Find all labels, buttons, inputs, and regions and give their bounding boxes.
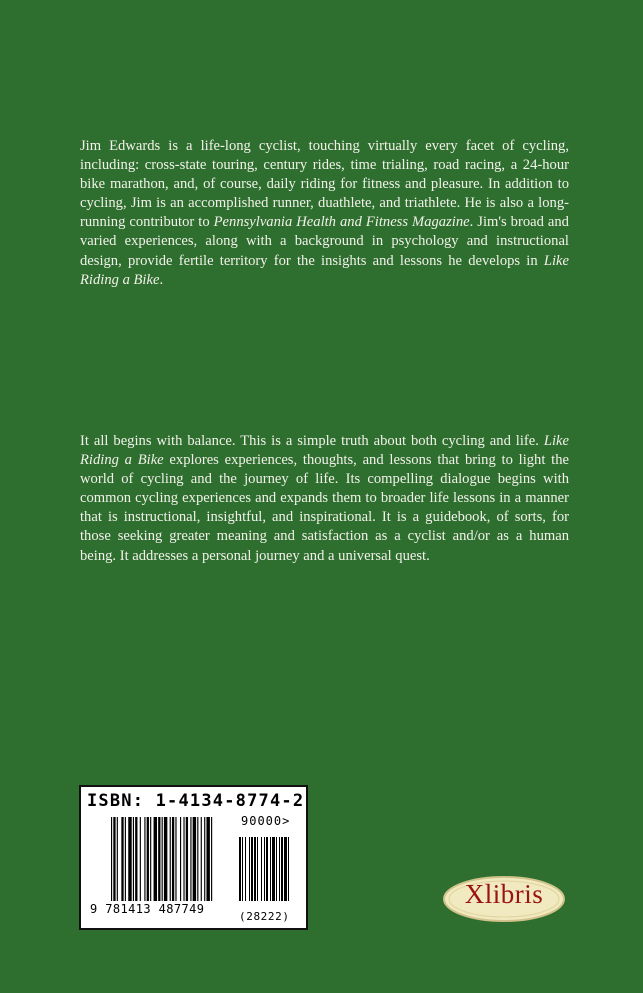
isbn-barcode xyxy=(79,785,308,930)
author-bio xyxy=(80,137,569,290)
price-code: 90000> xyxy=(241,814,291,828)
book-blurb xyxy=(80,432,569,566)
internal-code: (28222) xyxy=(239,910,290,923)
magazine-title: Pennsylvania Health and Fitness Magazine xyxy=(213,214,470,231)
blurb-text-2: explores experiences, thoughts, and lessons that bring to light the world of cycling and the journey of life. Its compelling dialogue begins with common cycling experiences and expands them to broader life lessons in a manner that is instructional, insightful, and inspirational. It is a guidebook, of sorts, for those seeking greater meaning and satisfaction as a cyclist and/or as a human being. It addresses a personal journey and a universal quest. xyxy=(80,452,569,564)
ean-digits: 9 781413 487749 xyxy=(90,902,205,916)
blurb-text-1: It all begins with balance. This is a simple truth about both cycling and life. xyxy=(80,433,544,449)
blurb-book-title: Like Riding a Bike xyxy=(80,433,569,469)
bio-text-2: . Jim's broad and varied experiences, along with a background in psychology and instructional design, provide fertile territory for the insights and lessons he develops in xyxy=(80,214,569,269)
bio-book-title: Like Riding a Bike xyxy=(80,252,569,288)
publisher-logo xyxy=(440,873,568,925)
bio-text-1: Jim Edwards is a life-long cyclist, touching virtually every facet of cycling, including: cross-state touring, century rides, time trialing, road racing, a 24-hour bike marathon, and, of course, daily riding for fitness and pleasure. In addition to cycling, Jim is an accomplished runner, duathlete, and triathlete. He is also a long-running contributor to xyxy=(80,138,569,231)
isbn-number: ISBN: 1-4134-8774-2 xyxy=(87,791,305,811)
publisher-name: Xlibris xyxy=(464,879,544,909)
barcode-bars xyxy=(111,817,301,909)
bio-text-3: . xyxy=(159,271,164,288)
